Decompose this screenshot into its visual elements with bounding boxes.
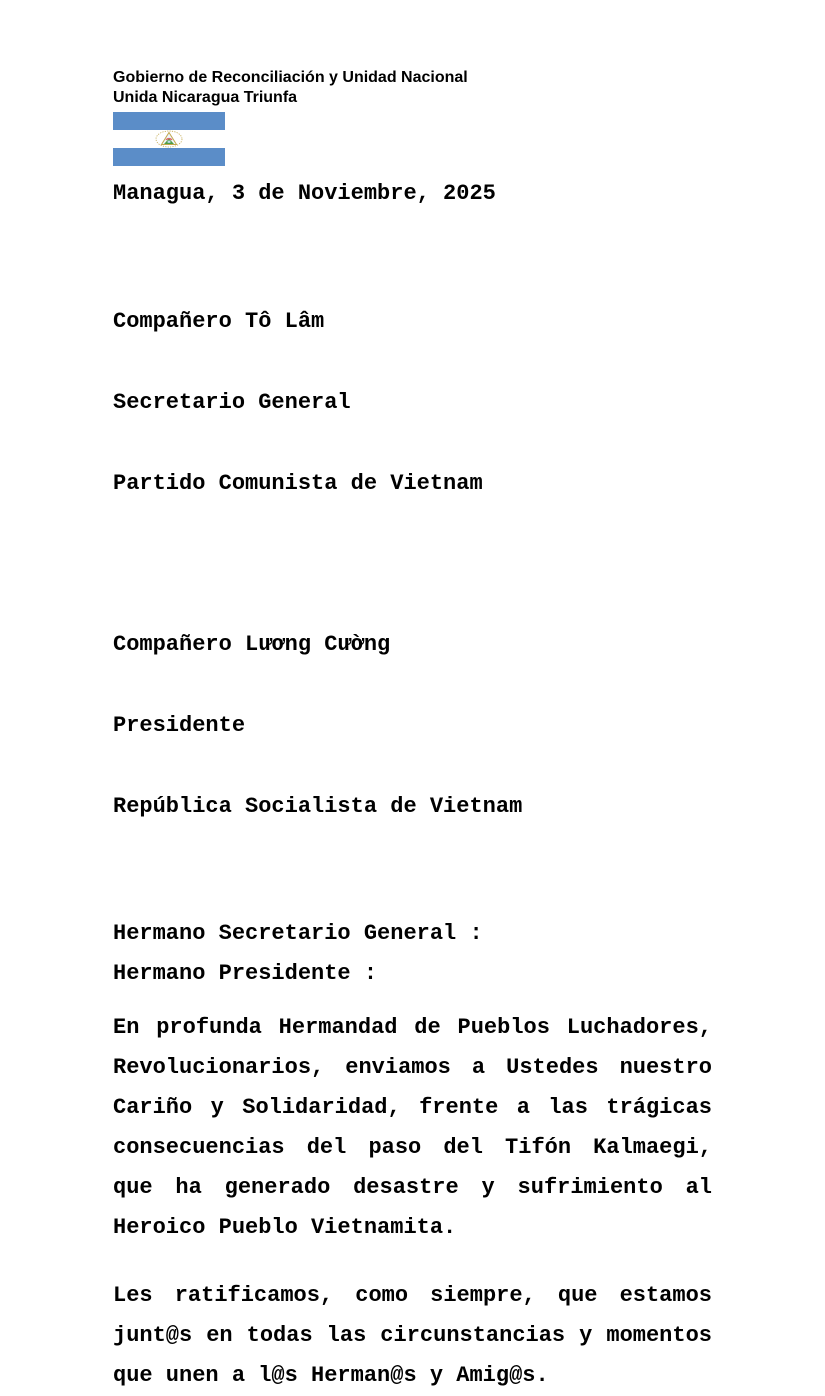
body-line: Heroico Pueblo Vietnamita. (113, 1215, 457, 1240)
recipient-organization: Partido Comunista de Vietnam (113, 471, 483, 496)
body-paragraph-2 (113, 1276, 712, 1396)
body-line: Les ratificamos, como siempre, que estamos (113, 1283, 712, 1308)
letterhead-line-2: Unida Nicaragua Triunfa (113, 89, 298, 106)
recipient-title: Secretario General (113, 390, 351, 415)
body-paragraph-1 (113, 1008, 712, 1248)
body-line: Cariño y Solidaridad, frente a las trágicas (113, 1095, 712, 1120)
salutation-line-1: Hermano Secretario General : (113, 921, 483, 946)
nicaragua-flag (113, 112, 225, 166)
flag-blue-stripe-top (113, 112, 225, 130)
body-line: junt@s en todas las circunstancias y momentos (113, 1323, 712, 1348)
flag-blue-stripe-bottom (113, 148, 225, 166)
recipient-name: Compañero Tô Lâm (113, 309, 325, 334)
recipient-organization: República Socialista de Vietnam (113, 794, 523, 819)
nicaragua-emblem-icon (150, 130, 188, 148)
letterhead-line-1: Gobierno de Reconciliación y Unidad Nacional (113, 69, 468, 86)
body-line: consecuencias del paso del Tifón Kalmaegi, (113, 1135, 712, 1160)
recipient-name: Compañero Lương Cường (113, 632, 391, 657)
letterhead (113, 68, 712, 108)
recipient-block-luong-cuong (113, 577, 712, 874)
salutation-line-2: Hermano Presidente : (113, 961, 378, 986)
date-line: Managua, 3 de Noviembre, 2025 (113, 181, 496, 206)
recipient-title: Presidente (113, 713, 246, 738)
body-line: Revolucionarios, enviamos a Ustedes nuestro (113, 1055, 712, 1080)
body-line: que ha generado desastre y sufrimiento al (113, 1175, 712, 1200)
salutation-block (113, 914, 712, 994)
flag-white-stripe (113, 130, 225, 148)
body-line: que unen a l@s Herman@s y Amig@s. (113, 1363, 549, 1388)
body-line: En profunda Hermandad de Pueblos Luchadores, (113, 1015, 712, 1040)
recipient-block-to-lam (113, 254, 712, 551)
